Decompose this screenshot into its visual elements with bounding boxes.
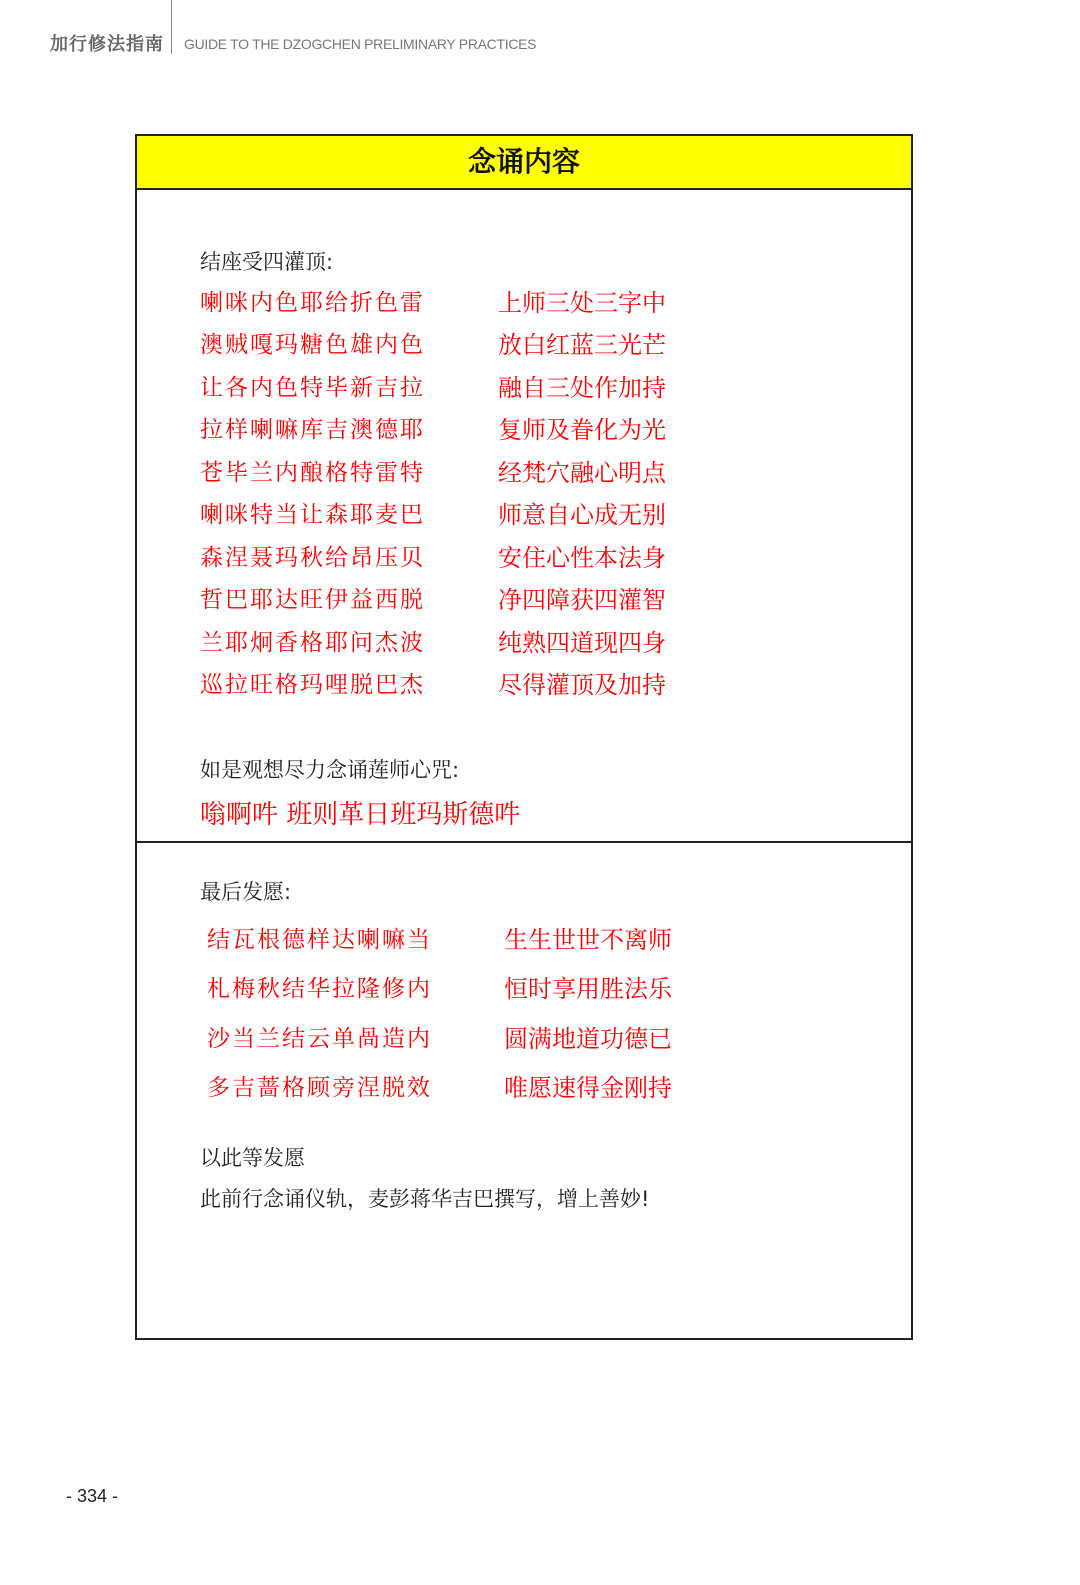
verse-tibetan-line: 喇咪内色耶给折色雷	[200, 290, 425, 316]
closing-line-2: 此前行念诵仪轨，麦彭蒋华吉巴撰写，增上善妙!	[200, 1187, 650, 1211]
verse-chinese-line: 净四障获四灌智	[498, 586, 666, 614]
running-header-chinese-title: 加行修法指南	[50, 34, 164, 55]
verse-chinese-line: 师意自心成无别	[498, 501, 666, 529]
verse-chinese-line: 融自三处作加持	[498, 374, 666, 402]
running-header-english-title: GUIDE TO THE DZOGCHEN PRELIMINARY PRACTICES	[184, 36, 537, 52]
aspiration-chinese-line: 生生世世不离师	[504, 926, 672, 954]
section1-heading: 结座受四灌顶:	[200, 250, 334, 274]
verse-tibetan-line: 拉样喇嘛库吉澳德耶	[200, 417, 425, 443]
section2-heading: 最后发愿:	[200, 880, 292, 904]
mantra-heading: 如是观想尽力念诵莲师心咒:	[200, 758, 460, 782]
verse-tibetan-line: 喇咪特当让森耶麦巴	[200, 502, 425, 528]
verse-tibetan-line: 巡拉旺格玛哩脱巴杰	[200, 672, 425, 698]
closing-line-1: 以此等发愿	[200, 1146, 305, 1170]
verse-chinese-line: 安住心性本法身	[498, 544, 666, 572]
aspiration-chinese-line: 唯愿速得金刚持	[504, 1074, 672, 1102]
verse-tibetan-line: 兰耶炯香格耶问杰波	[200, 630, 425, 656]
verse-tibetan-line: 让各内色特毕新吉拉	[200, 375, 425, 401]
verse-tibetan-line: 澳贼嘎玛糖色雄内色	[200, 332, 425, 358]
header-divider	[171, 0, 172, 54]
verse-tibetan-line: 苍毕兰内酿格特雷特	[200, 460, 425, 486]
section-divider	[137, 841, 911, 843]
verse-chinese-line: 复师及眷化为光	[498, 416, 666, 444]
verse-chinese-line: 尽得灌顶及加持	[498, 671, 666, 699]
aspiration-tibetan-line: 多吉蔷格顾旁涅脱效	[207, 1075, 432, 1101]
verse-chinese-line: 放白红蓝三光芒	[498, 331, 666, 359]
verse-chinese-line: 纯熟四道现四身	[498, 629, 666, 657]
verse-tibetan-line: 哲巴耶达旺伊益西脱	[200, 587, 425, 613]
aspiration-chinese-line: 恒时享用胜法乐	[504, 975, 672, 1003]
recitation-box	[135, 134, 913, 1340]
aspiration-tibetan-line: 沙当兰结云单咼造内	[207, 1026, 432, 1052]
verse-tibetan-line: 森涅聂玛秋给昂压贝	[200, 545, 425, 571]
aspiration-chinese-line: 圆满地道功德已	[504, 1025, 672, 1053]
aspiration-tibetan-line: 结瓦根德样达喇嘛当	[207, 927, 432, 953]
page-number: - 334 -	[66, 1486, 119, 1506]
verse-chinese-line: 经梵穴融心明点	[498, 459, 666, 487]
aspiration-tibetan-line: 札梅秋结华拉隆修内	[207, 976, 432, 1002]
mantra: 嗡啊吽 班则革日班玛斯德吽	[200, 800, 521, 830]
verse-chinese-line: 上师三处三字中	[498, 289, 666, 317]
box-title: 念诵内容	[137, 136, 911, 190]
